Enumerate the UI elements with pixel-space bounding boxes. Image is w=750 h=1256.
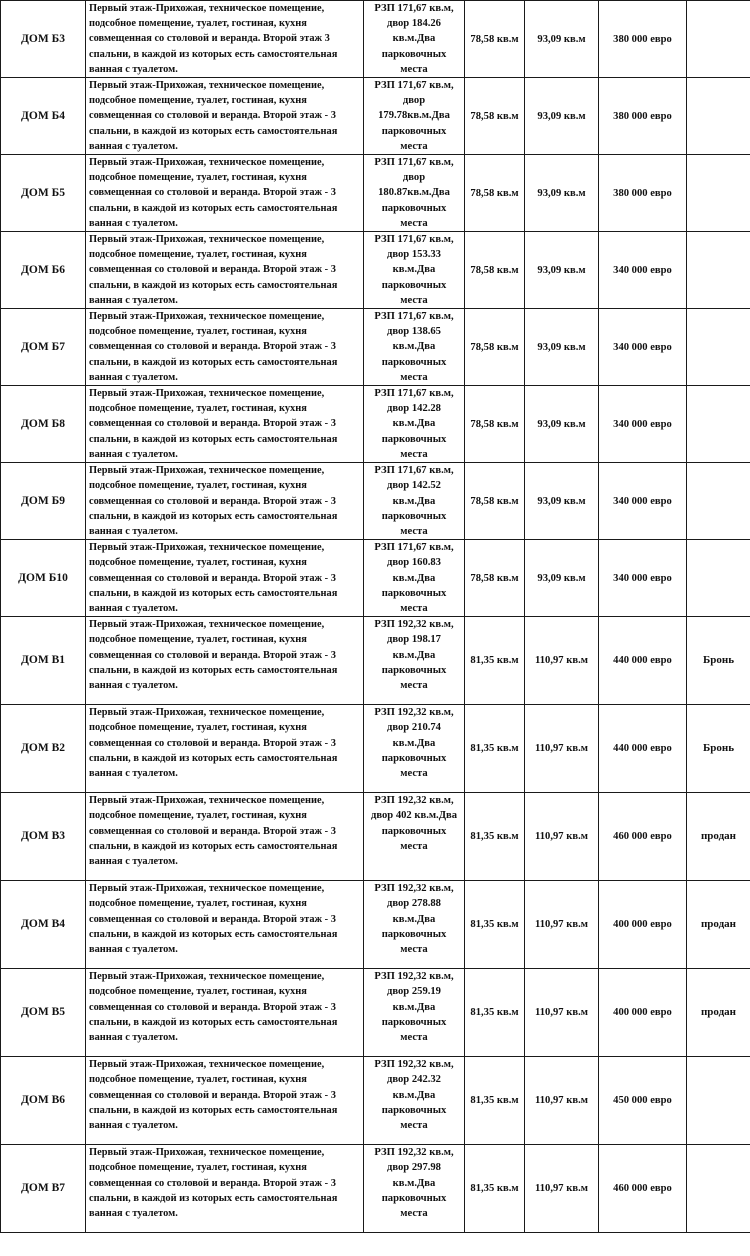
- table-row: [1, 969, 750, 1057]
- total-area-cell: 93,09 кв.м: [525, 386, 599, 463]
- plot-info-cell: РЗП 192,32 кв.м, двор 198.17 кв.м.Два парковочных места: [364, 617, 465, 705]
- price-cell: 400 000 евро: [599, 969, 687, 1057]
- price-cell: 340 000 евро: [599, 386, 687, 463]
- plot-info-cell: РЗП 171,67 кв.м, двор 180.87кв.м.Два парковочных места: [364, 155, 465, 232]
- table-body: [1, 1, 750, 1233]
- table-row: [1, 881, 750, 969]
- house-description-cell: Первый этаж-Прихожая, техническое помещение, подсобное помещение, туалет, гостиная, кухня совмещенная со столовой и веранда. Второй этаж - 3 спальни, в каждой из которых есть самостоятельная ванная с туалетом.: [86, 793, 364, 881]
- house-name-cell: ДОМ Б3: [1, 1, 86, 78]
- floor-area-cell: 81,35 кв.м: [465, 617, 525, 705]
- house-name-cell: ДОМ В5: [1, 969, 86, 1057]
- house-description-cell: Первый этаж-Прихожая, техническое помещение, подсобное помещение, туалет, гостиная, кухня совмещенная со столовой и веранда. Второй этаж - 3 спальни, в каждой из которых есть самостоятельная ванная с туалетом.: [86, 1145, 364, 1233]
- price-cell: 380 000 евро: [599, 1, 687, 78]
- house-description-cell: Первый этаж-Прихожая, техническое помещение, подсобное помещение, туалет, гостиная, кухня совмещенная со столовой и веранда. Второй этаж - 3 спальни, в каждой из которых есть самостоятельная ванная с туалетом.: [86, 232, 364, 309]
- house-name-cell: ДОМ В7: [1, 1145, 86, 1233]
- status-cell: [687, 540, 750, 617]
- plot-info-cell: РЗП 192,32 кв.м, двор 259.19 кв.м.Два парковочных места: [364, 969, 465, 1057]
- total-area-cell: 93,09 кв.м: [525, 309, 599, 386]
- status-cell: [687, 1, 750, 78]
- table-row: [1, 309, 750, 386]
- plot-info-cell: РЗП 171,67 кв.м, двор 142.52 кв.м.Два парковочных места: [364, 463, 465, 540]
- price-cell: 340 000 евро: [599, 232, 687, 309]
- house-name-cell: ДОМ Б8: [1, 386, 86, 463]
- status-cell: [687, 1145, 750, 1233]
- house-description-cell: Первый этаж-Прихожая, техническое помещение, подсобное помещение, туалет, гостиная, кухня совмещенная со столовой и веранда. Второй этаж 3 спальни, в каждой из которых есть самостоятельная ванная с туалетом.: [86, 1, 364, 78]
- total-area-cell: 93,09 кв.м: [525, 1, 599, 78]
- house-description-cell: Первый этаж-Прихожая, техническое помещение, подсобное помещение, туалет, гостиная, кухня совмещенная со столовой и веранда. Второй этаж - 3 спальни, в каждой из которых есть самостоятельная ванная с туалетом.: [86, 309, 364, 386]
- total-area-cell: 110,97 кв.м: [525, 1057, 599, 1145]
- price-cell: 460 000 евро: [599, 793, 687, 881]
- house-description-cell: Первый этаж-Прихожая, техническое помещение, подсобное помещение, туалет, гостиная, кухня совмещенная со столовой и веранда. Второй этаж - 3 спальни, в каждой из которых есть самостоятельная ванная с туалетом.: [86, 617, 364, 705]
- floor-area-cell: 81,35 кв.м: [465, 705, 525, 793]
- price-cell: 460 000 евро: [599, 1145, 687, 1233]
- house-description-cell: Первый этаж-Прихожая, техническое помещение, подсобное помещение, туалет, гостиная, кухня совмещенная со столовой и веранда. Второй этаж - 3 спальни, в каждой из которых есть самостоятельная ванная с туалетом.: [86, 881, 364, 969]
- status-cell: [687, 1057, 750, 1145]
- table-row: [1, 78, 750, 155]
- table-row: [1, 463, 750, 540]
- house-description-cell: Первый этаж-Прихожая, техническое помещение, подсобное помещение, туалет, гостиная, кухня совмещенная со столовой и веранда. Второй этаж - 3 спальни, в каждой из которых есть самостоятельная ванная с туалетом.: [86, 155, 364, 232]
- house-name-cell: ДОМ В2: [1, 705, 86, 793]
- price-cell: 400 000 евро: [599, 881, 687, 969]
- status-cell: продан: [687, 881, 750, 969]
- house-description-cell: Первый этаж-Прихожая, техническое помещение, подсобное помещение, туалет, гостиная, кухня совмещенная со столовой и веранда. Второй этаж - 3 спальни, в каждой из которых есть самостоятельная ванная с туалетом.: [86, 463, 364, 540]
- table-row: [1, 232, 750, 309]
- status-cell: Бронь: [687, 705, 750, 793]
- table-row: [1, 1145, 750, 1233]
- price-cell: 440 000 евро: [599, 705, 687, 793]
- status-cell: продан: [687, 793, 750, 881]
- house-name-cell: ДОМ Б6: [1, 232, 86, 309]
- status-cell: [687, 463, 750, 540]
- house-description-cell: Первый этаж-Прихожая, техническое помещение, подсобное помещение, туалет, гостиная, кухня совмещенная со столовой и веранда. Второй этаж - 3 спальни, в каждой из которых есть самостоятельная ванная с туалетом.: [86, 1057, 364, 1145]
- table-row: [1, 705, 750, 793]
- floor-area-cell: 78,58 кв.м: [465, 386, 525, 463]
- table-row: [1, 386, 750, 463]
- total-area-cell: 110,97 кв.м: [525, 969, 599, 1057]
- floor-area-cell: 78,58 кв.м: [465, 1, 525, 78]
- total-area-cell: 93,09 кв.м: [525, 540, 599, 617]
- floor-area-cell: 81,35 кв.м: [465, 1145, 525, 1233]
- table-row: [1, 1057, 750, 1145]
- floor-area-cell: 81,35 кв.м: [465, 793, 525, 881]
- table-row: [1, 155, 750, 232]
- plot-info-cell: РЗП 192,32 кв.м, двор 297.98 кв.м.Два парковочных места: [364, 1145, 465, 1233]
- price-cell: 440 000 евро: [599, 617, 687, 705]
- floor-area-cell: 81,35 кв.м: [465, 1057, 525, 1145]
- price-cell: 380 000 евро: [599, 155, 687, 232]
- total-area-cell: 93,09 кв.м: [525, 463, 599, 540]
- total-area-cell: 93,09 кв.м: [525, 78, 599, 155]
- house-description-cell: Первый этаж-Прихожая, техническое помещение, подсобное помещение, туалет, гостиная, кухня совмещенная со столовой и веранда. Второй этаж - 3 спальни, в каждой из которых есть самостоятельная ванная с туалетом.: [86, 705, 364, 793]
- plot-info-cell: РЗП 171,67 кв.м, двор 160.83 кв.м.Два парковочных места: [364, 540, 465, 617]
- house-name-cell: ДОМ В6: [1, 1057, 86, 1145]
- plot-info-cell: РЗП 192,32 кв.м, двор 210.74 кв.м.Два парковочных места: [364, 705, 465, 793]
- status-cell: [687, 232, 750, 309]
- house-name-cell: ДОМ Б9: [1, 463, 86, 540]
- price-cell: 340 000 евро: [599, 309, 687, 386]
- house-name-cell: ДОМ Б10: [1, 540, 86, 617]
- price-cell: 380 000 евро: [599, 78, 687, 155]
- house-description-cell: Первый этаж-Прихожая, техническое помещение, подсобное помещение, туалет, гостиная, кухня совмещенная со столовой и веранда. Второй этаж - 3 спальни, в каждой из которых есть самостоятельная ванная с туалетом.: [86, 540, 364, 617]
- house-name-cell: ДОМ В3: [1, 793, 86, 881]
- plot-info-cell: РЗП 171,67 кв.м, двор 138.65 кв.м.Два парковочных места: [364, 309, 465, 386]
- floor-area-cell: 81,35 кв.м: [465, 969, 525, 1057]
- house-name-cell: ДОМ В1: [1, 617, 86, 705]
- total-area-cell: 110,97 кв.м: [525, 881, 599, 969]
- table-row: [1, 617, 750, 705]
- plot-info-cell: РЗП 171,67 кв.м, двор 184.26 кв.м.Два парковочных места: [364, 1, 465, 78]
- floor-area-cell: 78,58 кв.м: [465, 540, 525, 617]
- total-area-cell: 110,97 кв.м: [525, 793, 599, 881]
- status-cell: [687, 309, 750, 386]
- floor-area-cell: 78,58 кв.м: [465, 232, 525, 309]
- table-row: [1, 793, 750, 881]
- price-cell: 340 000 евро: [599, 463, 687, 540]
- floor-area-cell: 78,58 кв.м: [465, 463, 525, 540]
- house-name-cell: ДОМ В4: [1, 881, 86, 969]
- floor-area-cell: 78,58 кв.м: [465, 78, 525, 155]
- status-cell: продан: [687, 969, 750, 1057]
- total-area-cell: 110,97 кв.м: [525, 1145, 599, 1233]
- floor-area-cell: 78,58 кв.м: [465, 155, 525, 232]
- house-description-cell: Первый этаж-Прихожая, техническое помещение, подсобное помещение, туалет, гостиная, кухня совмещенная со столовой и веранда. Второй этаж - 3 спальни, в каждой из которых есть самостоятельная ванная с туалетом.: [86, 969, 364, 1057]
- status-cell: [687, 155, 750, 232]
- floor-area-cell: 78,58 кв.м: [465, 309, 525, 386]
- plot-info-cell: РЗП 192,32 кв.м, двор 242.32 кв.м.Два парковочных места: [364, 1057, 465, 1145]
- plot-info-cell: РЗП 171,67 кв.м, двор 179.78кв.м.Два парковочных места: [364, 78, 465, 155]
- status-cell: [687, 78, 750, 155]
- house-name-cell: ДОМ Б4: [1, 78, 86, 155]
- plot-info-cell: РЗП 192,32 кв.м, двор 402 кв.м.Два парковочных места: [364, 793, 465, 881]
- house-name-cell: ДОМ Б5: [1, 155, 86, 232]
- total-area-cell: 93,09 кв.м: [525, 232, 599, 309]
- house-description-cell: Первый этаж-Прихожая, техническое помещение, подсобное помещение, туалет, гостиная, кухня совмещенная со столовой и веранда. Второй этаж - 3 спальни, в каждой из которых есть самостоятельная ванная с туалетом.: [86, 386, 364, 463]
- total-area-cell: 110,97 кв.м: [525, 705, 599, 793]
- price-cell: 450 000 евро: [599, 1057, 687, 1145]
- status-cell: Бронь: [687, 617, 750, 705]
- plot-info-cell: РЗП 171,67 кв.м, двор 142.28 кв.м.Два парковочных места: [364, 386, 465, 463]
- price-cell: 340 000 евро: [599, 540, 687, 617]
- table-row: [1, 1, 750, 78]
- plot-info-cell: РЗП 192,32 кв.м, двор 278.88 кв.м.Два парковочных места: [364, 881, 465, 969]
- house-description-cell: Первый этаж-Прихожая, техническое помещение, подсобное помещение, туалет, гостиная, кухня совмещенная со столовой и веранда. Второй этаж - 3 спальни, в каждой из которых есть самостоятельная ванная с туалетом.: [86, 78, 364, 155]
- total-area-cell: 110,97 кв.м: [525, 617, 599, 705]
- floor-area-cell: 81,35 кв.м: [465, 881, 525, 969]
- total-area-cell: 93,09 кв.м: [525, 155, 599, 232]
- plot-info-cell: РЗП 171,67 кв.м, двор 153.33 кв.м.Два парковочных места: [364, 232, 465, 309]
- house-name-cell: ДОМ Б7: [1, 309, 86, 386]
- table-row: [1, 540, 750, 617]
- status-cell: [687, 386, 750, 463]
